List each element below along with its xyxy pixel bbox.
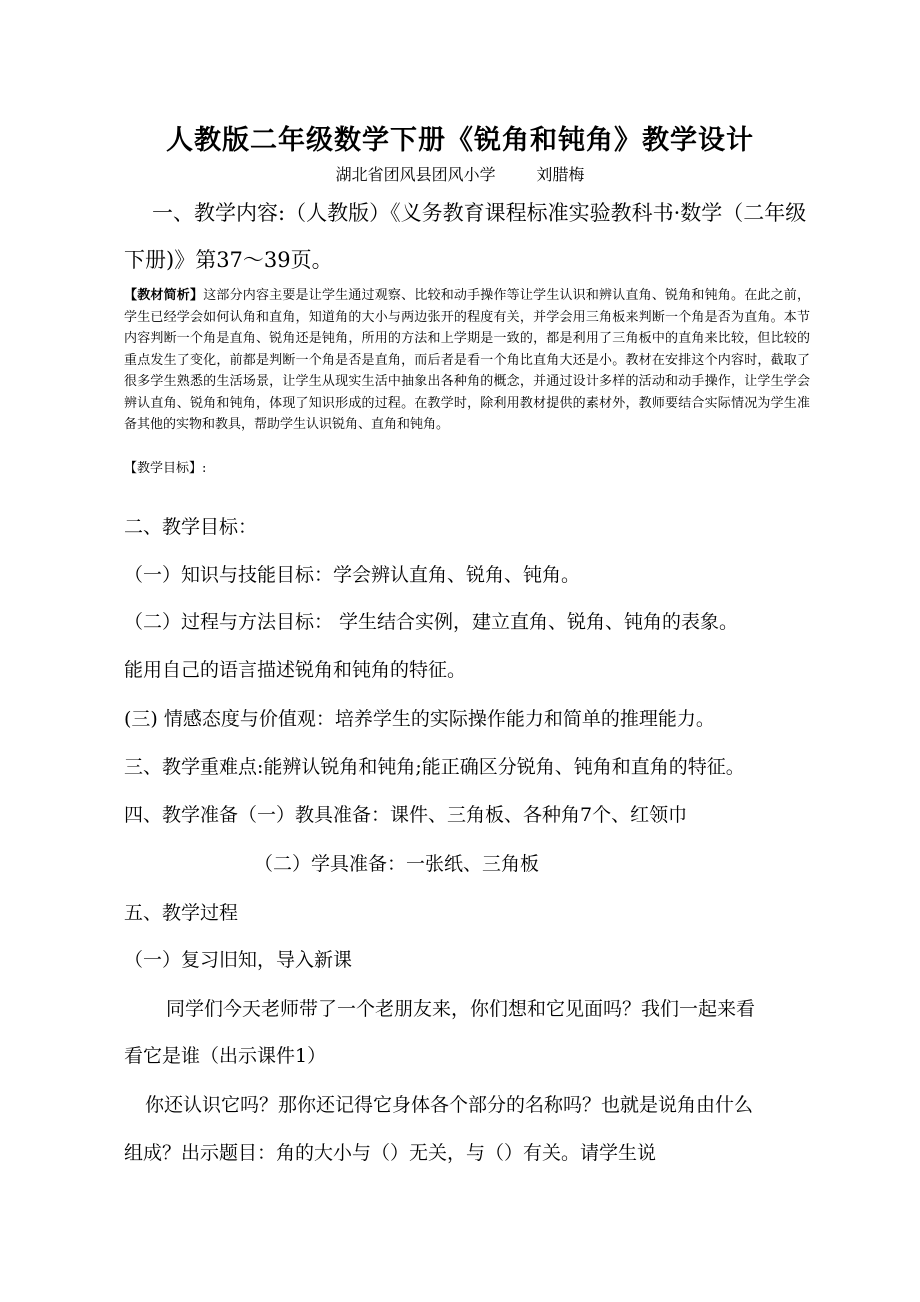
prep-line-2: （二）学具准备：一张纸、三角板 — [254, 853, 540, 875]
prep-line-1: 四、教学准备（一）教具准备：课件、三角板、各种角7个、红领巾 — [124, 804, 688, 826]
key-points: 三、教学重难点:能辨认锐角和钝角;能正确区分锐角、钝角和直角的特征。 — [124, 756, 745, 778]
process-para-2a: 你还认识它吗？那你还记得它身体各个部分的名称吗？也就是说角由什么 — [145, 1094, 754, 1116]
process-para-1a: 同学们今天老师带了一个老朋友来，你们想和它见面吗？我们一起来看 — [166, 998, 756, 1020]
material-analysis — [124, 285, 810, 436]
goal-2: （二）过程与方法目标： 学生结合实例，建立直角、锐角、钝角的表象。 — [124, 611, 739, 633]
content-line-2: 下册)》第37～39页。 — [124, 248, 333, 272]
analysis-text: 这部分内容主要是让学生通过观察、比较和动手操作等让学生认识和辨认直角、锐角和钝角。在此之前，学生已经学会如何认角和直角，知道角的大小与两边张开的程度有关，并学会用三角板来判断一个角是否为直角。本节内容判断一个角是直角、锐角还是钝角，所用的方法和上学期是一致的，都是利用了三角板中的直角来比较，但比较的重点发生了变化，前都是判断一个角是否是直角，而后者是看一个角比直角大还是小。教材在安排这个内容时，截取了很多学生熟悉的生活场景，让学生从现实生活中抽象出各种角的概念，并通过设计多样的活动和动手操作，让学生学会辨认直角、锐角和钝角，体现了知识形成的过程。在教学时，除利用教材提供的素材外，教师要结合实际情况为学生准备其他的实物和教具，帮助学生认识锐角、直角和钝角。 — [124, 288, 810, 432]
goal-label: 【教学目标】: — [124, 461, 207, 476]
goal-1: （一）知识与技能目标：学会辨认直角、锐角、钝角。 — [124, 564, 581, 586]
goals-heading: 二、教学目标： — [124, 516, 258, 538]
content-line-1: 一、教学内容:（人教版）《义务教育课程标准实验教科书·数学（二年级 — [152, 201, 807, 225]
process-heading: 五、教学过程 — [124, 902, 239, 924]
process-para-1b: 看它是谁（出示课件1） — [124, 1045, 327, 1067]
analysis-label: 【教材简析】 — [124, 288, 204, 303]
goal-2-continued: 能用自己的语言描述锐角和钝角的特征。 — [124, 659, 467, 681]
goal-3: (三) 情感态度与价值观：培养学生的实际操作能力和简单的推理能力。 — [124, 708, 715, 730]
process-para-2b: 组成？出示题目：角的大小与（）无关，与（）有关。请学生说 — [124, 1142, 657, 1164]
process-sub-1: （一）复习旧知，导入新课 — [124, 949, 353, 971]
document-title: 人教版二年级数学下册《锐角和钝角》教学设计 — [166, 125, 754, 156]
author-line: 湖北省团风县团风小学 刘腊梅 — [335, 165, 585, 184]
